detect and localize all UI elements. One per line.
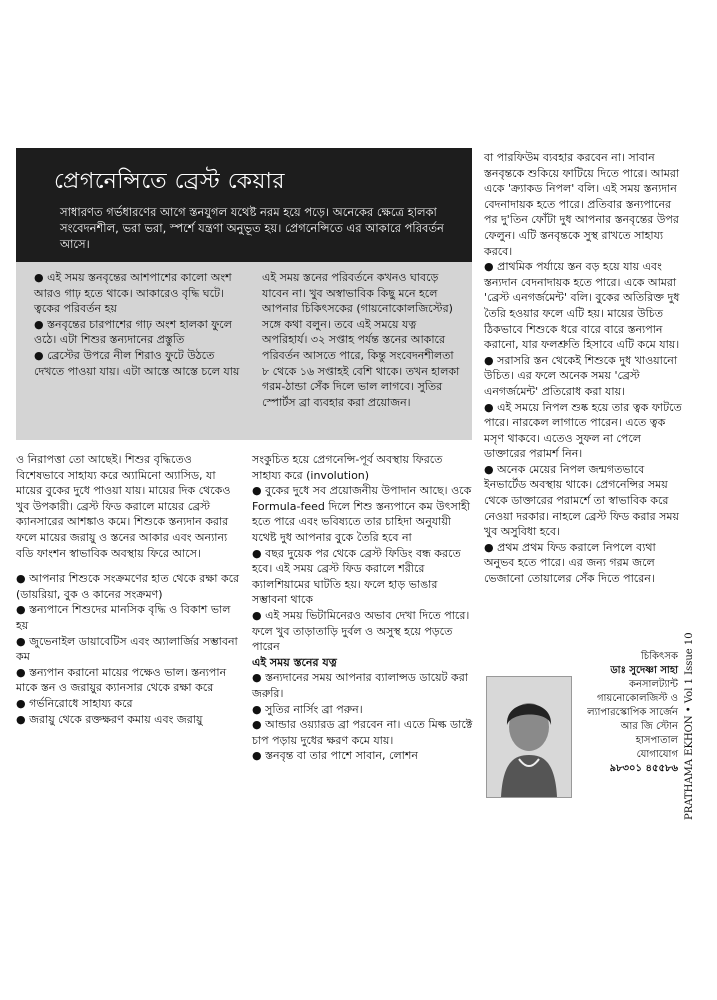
headline-banner [16, 148, 472, 262]
info-box-right: এই সময় স্তনের পরিবর্তনে কখনও ঘাবড়ে যাবেন না। খুব অস্বাভাবিক কিছু মনে হলে আপনার চিকিৎসকের (গায়নোকোলজিস্টের) সঙ্গে কথা বলুন। তবে এই সময়ে যত্ন অপরিহার্য। ৩২ সপ্তাহ পর্যন্ত স্তনের আকারে পরিবর্তন আসতে পারে, কিন্তু সংবেদনশীলতা ৮ থেকে ১৬ সপ্তাহই বেশি থাকে। তখন হালকা গরম-ঠান্ডা সেঁক দিলে ভাল লাগবে। সুতির স্পোর্টস ব্রা ব্যবহার করা প্রয়োজন। [262, 271, 460, 409]
list-item: ● বছর দুয়েক পর থেকে ব্রেস্ট ফিডিং বন্ধ করতে হবে। এই সময় ব্রেস্ট ফিড করালে শরীরে ক্যালশিয়ামের ঘাটতি হয়। ফলে হাড় ভাঙার সম্ভাবনা থাকে [252, 546, 474, 608]
magazine-issue-label: PRATHAMA EKHON • Vol 1 Issue 10 [684, 632, 695, 820]
doctor-title: কনসালট্যান্ট [628, 679, 678, 690]
list-item: ● জুভেনাইল ডায়াবেটিস এবং অ্যালার্জির সম্ভাবনা কম [16, 634, 240, 665]
doctor-info [574, 650, 678, 776]
list-item: ● স্তন্যপানে শিশুদের মানসিক বৃদ্ধি ও বিকাশ ভাল হয় [16, 602, 240, 633]
list-item: ● বুকের দুধে সব প্রয়োজনীয় উপাদান আছে। ওকে Formula-feed দিলে শিশু স্তন্যপানে কম উৎসাহী হতে পারে এবং ভবিষ্যতে তার চাহিদা অনুযায়ী যথেষ্ট দুধ আপনার বুকে তৈরি হবে না [252, 483, 474, 545]
doctor-title: গায়নোকোলজিস্ট ও [596, 693, 678, 704]
contact-label: যোগাযোগ [636, 749, 678, 760]
list-item: ● গর্ভনিরোধে সাহায্য করে [16, 696, 240, 712]
list-item: ● জরায়ু থেকে রক্তক্ষরণ কমায় এবং জরায়ু [16, 712, 240, 728]
article-intro: সাধারণত গর্ভধারণের আগে স্তনযুগল যথেষ্ট নরম হয়ে পড়ে। অনেকের ক্ষেত্রে হালকা সংবেদনশীল, ভরা ভরা, স্পর্শে যন্ত্রণা অনুভূত হয়। প্রেগনেন্সিতে এর আকারে পরিবর্তন আসে। [60, 205, 444, 251]
list-item: ● প্রাথমিক পর্যায়ে স্তন বড় হয়ে যায় এবং স্তন্যদান বেদনাদায়ক হতে পারে। একে আমরা 'ব্রেস্ট এনগর্জমেন্ট' বলি। বুকের অতিরিক্ত দুধ তৈরি হওয়ার ফলে এটি হয়। মায়ের উচিত ঠিকভাবে শিশুকে ধরে বারে বারে স্তন্যপান করানো, যার ফলশ্রুতি হিসাবে এটি কমে যায়। [484, 259, 684, 353]
article-title: প্রেগনেন্সিতে ব্রেস্ট কেয়ার [54, 169, 285, 194]
column-1-paragraph: ও নিরাপত্তা তো আছেই। শিশুর বৃদ্ধিতেও বিশেষভাবে সাহায্য করে অ্যামিনো অ্যাসিড, যা মায়ের বুকের দুধে পাওয়া যায়। মায়ের দিক থেকেও খুব উপকারী। ব্রেস্ট ফিড করালে মায়ের ব্রেস্ট ক্যানসারের আশঙ্কাও কমে। শিশুকে স্তন্যদান করার ফলে মায়ের জরায়ু ও স্তনের আকার এবং অন্যান্য বডি ফাংশন স্বাভাবিক অবস্থায় ফিরে আসে। [16, 453, 231, 560]
list-item: ● স্তন্যপান করানো মায়ের পক্ষেও ভাল। স্তন্যপান মাকে স্তন ও জরায়ুর ক্যানসার থেকে রক্ষা করে [16, 665, 240, 696]
list-item: ● আপনার শিশুকে সংক্রমণের হাত থেকে রক্ষা করে (ডায়রিয়া, বুক ও কানের সংক্রমণ) [16, 571, 240, 602]
info-bullet: ● ব্রেস্টের উপরে নীল শিরাও ফুটে উঠতে দেখতে পাওয়া যায়। এটা আস্তে আস্তে চলে যায় [34, 348, 246, 379]
subheading: এই সময় স্তনের যত্ন [252, 655, 337, 669]
list-item: ● স্তন্যদানের সময় আপনার ব্যালান্সড ডায়েট করা জরুরি। [252, 670, 474, 701]
list-item: ● প্রথম প্রথম ফিড করালে নিপলে ব্যথা অনুভব হতে পারে। এর জন্য গরম জলে ভেজানো তোয়ালের সেঁক দিতে পারেন। [484, 540, 684, 587]
list-item: ● আন্ডার ওয়্যারড ব্রা পরবেন না। এতে মিল্ক ডাক্টে চাপ পড়ায় দুধের ক্ষরণ কমে যায়। [252, 717, 474, 748]
list-item: ● এই সময়ে নিপল শুষ্ক হয়ে তার ত্বক ফাটতে পারে। নারকেল লাগাতে পারেন। এতে ত্বক মসৃণ থাকবে। এতেও সুফল না পেলে ডাক্তারের পরামর্শ নিন। [484, 400, 684, 462]
doctor-hospital: আর জি স্টোন [620, 721, 678, 732]
doctor-hospital: হাসপাতাল [635, 735, 678, 746]
doctor-name: ডাঃ সুদেষ্ণা সাহা [610, 665, 678, 676]
magazine-sidebar [684, 580, 704, 820]
list-item: ● সুতির নার্সিং ব্রা পরুন। [252, 702, 474, 718]
doctor-role: চিকিৎসক [640, 651, 678, 662]
doctor-photo [486, 676, 572, 798]
doctor-title: ল্যাপারস্কোপিক সার্জেন [587, 707, 678, 718]
doctor-portrait-icon [487, 677, 571, 797]
info-bullet: ● এই সময় স্তনবৃন্তের আশপাশের কালো অংশ আরও গাঢ় হতে থাকে। আকারেও বৃদ্ধি ঘটে। ত্বকের পরিবর্তন হয় [34, 270, 246, 317]
doctor-phone: ৯৮৩০১ ৪৫৫৮৬ [609, 763, 678, 774]
info-box [16, 262, 472, 440]
column-2 [252, 452, 474, 764]
column-3-paragraph: বা পারফিউম ব্যবহার করবেন না। সাবান স্তনবৃন্তকে শুকিয়ে ফাটিয়ে দিতে পারে। আমরা একে 'ক্র্যাকড নিপল' বলি। এই সময় স্তন্যদান বেদনাদায়ক হতে পারে। প্রতিবার স্তন্যপানের পর দু'তিন ফোঁটা দুধ আপনার স্তনবৃন্তের উপর ফেলুন। এটি স্তনবৃন্তকে সুস্থ রাখতে সাহায্য করবে। [484, 151, 680, 258]
list-item: ● এই সময় ভিটামিনেরও অভাব দেখা দিতে পারে। ফলে খুব তাড়াতাড়ি দুর্বল ও অসুস্থ হয়ে পড়তে পারেন [252, 608, 474, 655]
column-1 [16, 452, 240, 727]
column-3 [484, 150, 684, 587]
list-item: ● সরাসরি স্তন থেকেই শিশুকে দুধ খাওয়ানো উচিত। এর ফলে অনেক সময় 'ব্রেস্ট এনগর্জমেন্ট' প্রতিরোধ করা যায়। [484, 353, 684, 400]
column-2-paragraph: সংকুচিত হয়ে প্রেগনেন্সি-পূর্ব অবস্থায় ফিরতে সাহায্য করে (involution) [252, 453, 443, 482]
info-bullet: ● স্তনবৃন্তের চারপাশের গাঢ় অংশ হালকা ফুলে ওঠে। এটা শিশুর স্তন্যদানের প্রস্তুতি [34, 317, 246, 348]
list-item: ● স্তনবৃন্ত বা তার পাশে সাবান, লোশন [252, 748, 474, 764]
info-box-left [34, 270, 246, 379]
list-item: ● অনেক মেয়ের নিপল জন্মগতভাবে ইনভার্টেড অবস্থায় থাকে। প্রেগনেন্সির সময় থেকে ডাক্তারের পরামর্শে তা স্বাভাবিক করে নেওয়া দরকার। নাহলে ব্রেস্ট ফিড করার সময় খুব অসুবিধা হবে। [484, 462, 684, 540]
